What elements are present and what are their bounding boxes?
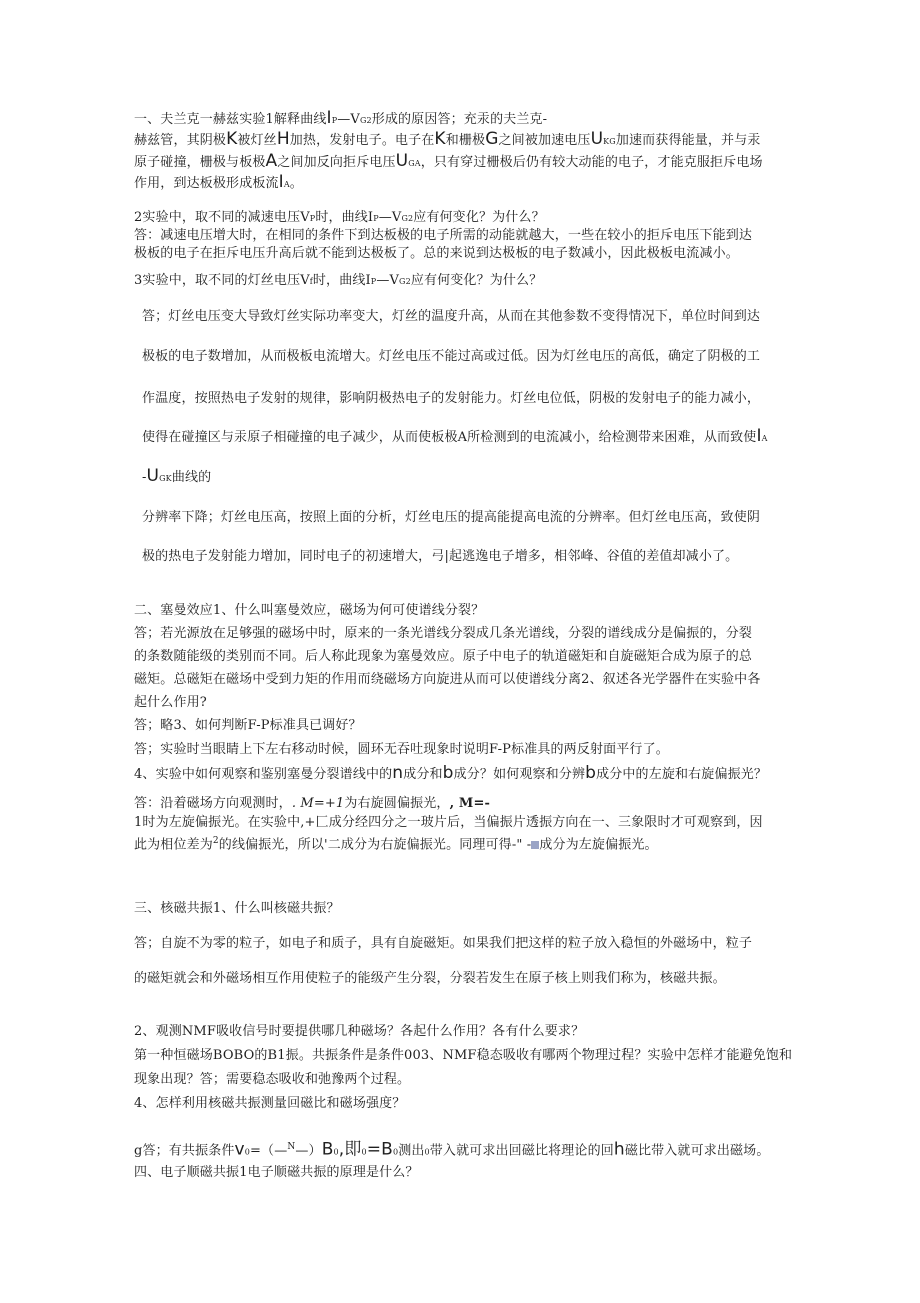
- text: 成分中的左旋和右旋偏振光？: [596, 767, 768, 782]
- sec3-line: 第一种恒磁场BOBO的B1振。共振条件是条件003、NMF稳态吸收有哪两个物理过程？实验中怎样才能避免饱和: [134, 1048, 793, 1063]
- question-2: [134, 209, 545, 227]
- text: 原子碰撞，栅极与板极: [134, 155, 266, 170]
- answer-3-line: 极的热电子发射能力增加，同时电子的初速增大，弓|起逃逸电子增多，相邻峰、谷值的差值却减小了。: [142, 549, 739, 564]
- sec3-heading: 三、核磁共振1、什么叫核磁共振？: [134, 901, 340, 916]
- text: K: [434, 129, 446, 149]
- text: 0: [361, 1147, 367, 1157]
- sec3-line: 现象出现？答；需要稳态吸收和弛豫两个过程。: [134, 1072, 411, 1087]
- sec1-answer-line: [134, 153, 763, 172]
- answer-3-line: 极板的电子数增加，从而极板电流增大。灯丝电压不能过高或过低。因为灯丝电压的高低，确定了阴极的工: [142, 349, 761, 364]
- text: 。: [289, 176, 303, 191]
- sec3-line: 答；自旋不为零的粒子，如电子和质子，具有自旋磁矩。如果我们把这样的粒子放入稳恒的外磁场中，粒子: [134, 936, 753, 951]
- text: 使得在碰撞区与汞原子相碰撞的电子减少，从而使板极A所检测到的电流减小，给检测带来困难，从而致使: [142, 430, 757, 445]
- text: H: [276, 129, 290, 149]
- text: 此为相位差为: [134, 837, 213, 853]
- text: -: [142, 470, 147, 485]
- sec2-line: 磁矩。总磁矩在磁场中受到力矩的作用而绕磁场方向旋进从而可以使谱线分离2、叙述各光学器件在实验中各: [134, 672, 761, 687]
- text: P: [373, 214, 379, 223]
- question-3: [134, 272, 542, 290]
- text: h: [613, 1139, 625, 1160]
- text: U: [146, 466, 160, 486]
- text: 加速而获得能量，并与汞: [615, 133, 761, 148]
- sec1-heading: [134, 110, 547, 129]
- text: A: [283, 180, 290, 189]
- text: KG: [603, 137, 616, 146]
- text: 为右旋圆偏振光，: [344, 796, 450, 811]
- text: b: [585, 763, 597, 783]
- text: 2实验中，取不同的减速电压V: [134, 210, 310, 225]
- text: 曲线的: [171, 470, 212, 485]
- text: 3实验中，取不同的灯丝电压V: [134, 273, 310, 288]
- sec2-line: 的条数随能级的类别而不同。后人称此现象为塞曼效应。原子中电子的轨道磁矩和自旋磁矩合成为原子的总: [134, 649, 753, 664]
- text: 时，曲线I: [312, 273, 371, 288]
- text: 一、夫兰克一赫兹实验1解释曲线: [134, 112, 327, 127]
- text: I: [278, 172, 284, 192]
- text: ，只有穿过栅极后仍有较大动能的电子，才能克服拒斥电场: [420, 155, 763, 170]
- sec1-answer-line: [134, 131, 761, 150]
- text: U: [395, 151, 409, 171]
- text: 成分和: [403, 767, 443, 782]
- text: 和栅极: [445, 133, 486, 148]
- text: G2: [401, 214, 414, 223]
- text: b: [442, 763, 454, 783]
- sec4-heading: 四、电子顺磁共振1电子顺磁共振的原理是什么？: [134, 1165, 419, 1180]
- text: 成分？如何观察和分辨: [453, 767, 586, 782]
- sec2-line: 起什么作用?: [134, 695, 207, 710]
- sec2-line: [134, 765, 767, 783]
- text: 0: [244, 1147, 250, 1157]
- sec3-line: [134, 1139, 769, 1160]
- text: 被灯丝: [237, 133, 277, 148]
- text: GA: [408, 159, 421, 168]
- text: —V: [378, 210, 402, 225]
- answer-3-line: 分辨率下降；灯丝电压高，按照上面的分析，灯丝电压的提高能提高电流的分辨率。但灯丝电压高，致使阴: [142, 510, 761, 525]
- sec2-heading: 二、塞曼效应1、什么叫塞曼效应，磁场为何可使谱线分裂？: [134, 603, 485, 618]
- text: B: [321, 1139, 334, 1160]
- text: 赫兹管，其阴极: [134, 133, 227, 148]
- text: A: [761, 434, 768, 443]
- sec2-line: [134, 795, 490, 812]
- text: n: [392, 763, 404, 783]
- text: =（—: [250, 1143, 288, 1159]
- answer-3-line: [142, 428, 768, 447]
- text: —）: [295, 1143, 322, 1159]
- text: GK: [159, 474, 172, 483]
- sec2-line: 答；若光源放在足够强的磁场中时，原来的一条光谱线分裂成几条光谱线，分裂的谱线成分是偏振的，分裂: [134, 626, 753, 641]
- sec2-line: 答；略3、如何判断F-P标准具已调好？: [134, 718, 362, 733]
- text: 带入就可求出回磁比将理论的回: [429, 1143, 614, 1159]
- sec2-line: 1时为左旋偏振光。在实验中,+匚成分经四分之一玻片后，当偏振片透振方向在一、三象限时才可观察到，因: [134, 815, 763, 830]
- text: 答：沿着磁场方向观测时，: [134, 796, 292, 811]
- text: N: [287, 1142, 296, 1152]
- text: , M=-: [449, 796, 491, 811]
- text: 应有何变化？为什么？: [410, 273, 543, 288]
- text: 0: [392, 1147, 399, 1157]
- sec2-line: 答；实验时当眼睛上下左右移动时候，圆环无吞吐现象时说明F-P标准具的两反射面平行了。: [134, 742, 669, 757]
- answer-2-line: 极板的电子在拒斥电压升高后就不能到达极板了。总的来说到达极板的电子数减小，因此极板电流减小。: [134, 246, 739, 261]
- answer-3-line: [142, 468, 211, 487]
- text: 磁比带入就可求出磁场。: [624, 1143, 770, 1159]
- sec3-line: 4、怎样利用核磁共振测量回磁比和磁场强度？: [134, 1096, 406, 1111]
- text: G: [485, 129, 499, 149]
- text: v: [234, 1139, 245, 1160]
- text: 测出: [398, 1143, 425, 1159]
- text: I: [326, 108, 332, 128]
- text: 4、实验中如何观察和鉴别塞曼分裂谱线中的: [134, 767, 393, 782]
- answer-3-line: 作温度，按照热电子发射的规律，影响阴极热电子的发射能力。灯丝电位低，阴极的发射电子的能力减小，: [142, 391, 761, 406]
- text: 0: [333, 1147, 339, 1157]
- text: 作用，到达板极形成板流: [134, 176, 279, 191]
- sec3-line: 的磁矩就会和外磁场相互作用使粒子的能级产生分裂，分裂若发生在原子核上则我们称为，核磁共振。: [134, 971, 726, 986]
- text: 之间被加速电压: [498, 133, 591, 148]
- answer-2-line: 答：减速电压增大时，在相同的条件下到达板极的电子所需的动能就越大，一些在较小的拒斥电压下能到达: [134, 228, 753, 243]
- text: P: [331, 116, 338, 125]
- answer-3-line: 答；灯丝电压变大导致灯丝实际功率变大，灯丝的温度升高，从而在其他参数不变得情况下，单位时间到达: [142, 309, 761, 324]
- text: =B: [366, 1139, 393, 1160]
- text: 加热，发射电子。电子在: [289, 133, 435, 148]
- text: P: [370, 277, 377, 286]
- text: 应有何变化？为什么？: [413, 210, 545, 225]
- text: 形成的原因答；充汞的夫兰克-: [371, 112, 548, 127]
- sec3-line: 2、观测NMF吸收信号时要提供哪几种磁场？各起什么作用？各有什么要求？: [134, 1024, 585, 1039]
- sec2-line: [134, 833, 658, 853]
- text: K: [226, 129, 238, 149]
- text: 2: [212, 836, 219, 846]
- text: ,即: [338, 1139, 362, 1160]
- text: G2: [399, 277, 411, 286]
- text: I: [756, 426, 762, 446]
- text: 之间加反向拒斥电压: [277, 155, 396, 170]
- text: 成分为左旋偏振光。: [539, 837, 658, 853]
- text: f: [309, 277, 313, 286]
- text: g答；有共振条件: [134, 1143, 235, 1159]
- text: 时，曲线I: [315, 210, 374, 225]
- text: . M=+1: [291, 796, 345, 811]
- text: —V: [376, 273, 400, 288]
- text: P: [309, 214, 316, 223]
- text: —V: [337, 112, 360, 127]
- text: 的线偏振光，所以'二成分为右旋偏振光。同理可得-" -: [218, 837, 532, 853]
- text: G2: [359, 116, 372, 125]
- text: U: [590, 129, 604, 149]
- sec1-answer-line: [134, 174, 303, 193]
- text: A: [265, 151, 278, 171]
- text: 0: [424, 1147, 430, 1157]
